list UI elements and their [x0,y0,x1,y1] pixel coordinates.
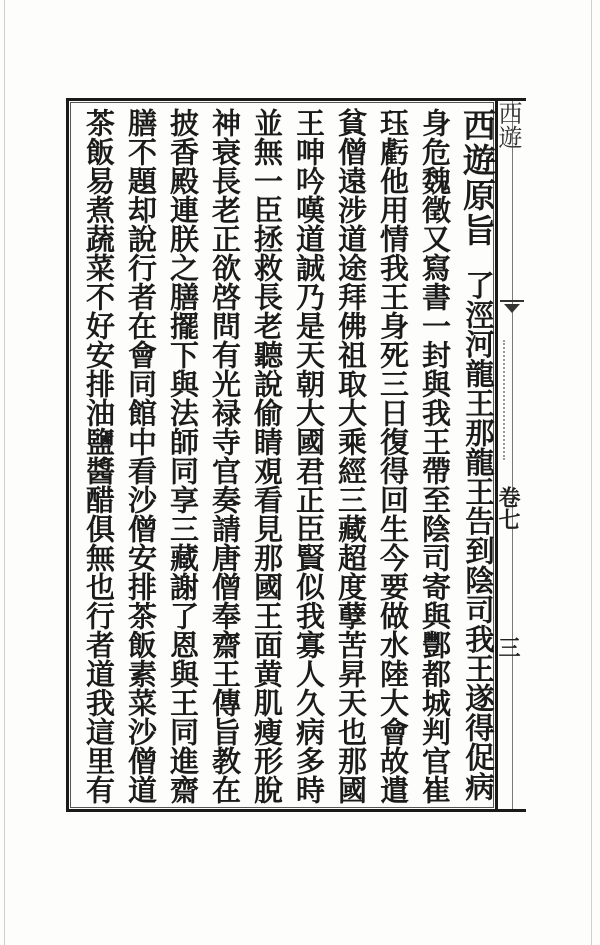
text-column-9: 膳不題却說行者在會同館中看沙僧安排茶飯素菜沙僧道 [124,108,158,804]
text-column-7: 神衰長老正欲啓問有光禄寺官奏請唐僧奉齋王傳旨教在 [208,108,242,804]
text-column-1: 了涇河龍王那龍王告到陰司我王遂得促病 [461,270,496,801]
text-column-2: 身危魏徵又寫書一封與我王帶至陰司寄與酆都城判官崔 [418,108,452,804]
text-column-3: 珏虧他用情我王身死三日復得回生今要做水陸大會故遣 [376,108,410,804]
running-title: 西遊原旨 [458,108,497,248]
fishtail-mark [500,300,524,316]
page-edge-left [4,0,5,945]
text-column-5: 王呻吟嘆道誠乃是天朝大國君正臣賢似我寡人久病多時 [292,108,326,804]
fold-page-number: 三 [495,636,521,658]
fold-title: 西遊 [494,101,522,149]
fold-volume: 卷七 [495,486,521,530]
text-column-6: 並無一臣拯救長老聽說偷睛覌看見那國王面黄肌瘦形脫 [250,108,284,804]
text-column-10: 茶飯易煮蔬菜不好安排油鹽醬醋俱無也行者道我這里有 [82,108,116,804]
fold-dotted-line [503,340,507,460]
fold-center-line [512,101,513,809]
page-edge-right [591,0,592,945]
text-column-8: 披香殿連朕之膳擺下與法師同享三藏謝了恩與王同進齋 [166,108,200,804]
text-column-4: 貧僧遠涉道途拜佛祖取大乘經三藏超度孽苦昇天也那國 [334,108,368,804]
